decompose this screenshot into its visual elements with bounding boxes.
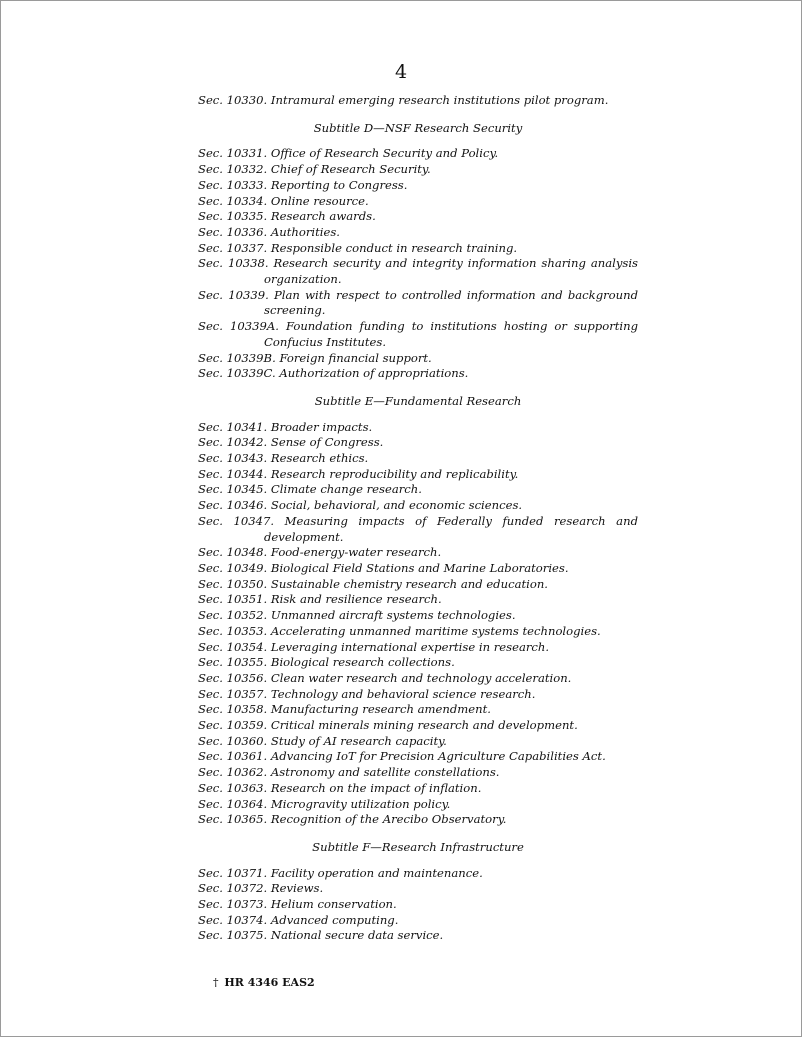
toc-entry: Sec. 10339C. Authorization of appropriations. xyxy=(198,366,469,381)
toc-entry: Sec. 10352. Unmanned aircraft systems technologies. xyxy=(198,608,516,623)
toc-entry: Sec. 10333. Reporting to Congress. xyxy=(198,177,408,192)
subtitle-heading: Subtitle D—NSF Research Security xyxy=(313,120,523,135)
toc-entry: Sec. 10373. Helium conservation. xyxy=(198,897,397,912)
toc-entry: Sec. 10356. Clean water research and technology acceleration. xyxy=(198,670,572,685)
toc-entry: Sec. 10343. Research ethics. xyxy=(198,451,369,466)
toc-entry: Sec. 10355. Biological research collections. xyxy=(198,655,455,670)
document-footer xyxy=(213,976,315,989)
toc-entry: Sec. 10344. Research reproducibility and replicability. xyxy=(198,466,519,481)
toc-entry: Sec. 10336. Authorities. xyxy=(198,224,340,239)
toc-entry: Sec. 10342. Sense of Congress. xyxy=(198,435,384,450)
toc-entry: Sec. 10335. Research awards. xyxy=(198,209,376,224)
toc-entry: Sec. 10359. Critical minerals mining research and development. xyxy=(198,718,578,733)
toc-subtitle-list xyxy=(198,121,638,944)
subtitle-heading: Subtitle E—Fundamental Research xyxy=(314,393,522,408)
table-of-contents xyxy=(198,93,638,944)
toc-entry: Sec. 10363. Research on the impact of inflation. xyxy=(198,780,482,795)
toc-section-intro xyxy=(198,93,638,109)
toc-entry: Sec. 10334. Online resource. xyxy=(198,193,369,208)
toc-entry: Sec. 10362. Astronomy and satellite constellations. xyxy=(198,765,500,780)
toc-entry: Sec. 10360. Study of AI research capacity. xyxy=(198,733,447,748)
toc-entry: Sec. 10350. Sustainable chemistry research and education. xyxy=(198,576,548,591)
toc-entry: Sec. 10339B. Foreign financial support. xyxy=(198,350,432,365)
toc-entry: Sec. 10349. Biological Field Stations and Marine Laboratories. xyxy=(198,560,569,575)
toc-entry: Sec. 10332. Chief of Research Security. xyxy=(198,162,431,177)
toc-entry: Sec. 10348. Food-energy-water research. xyxy=(198,545,442,560)
toc-entry: Sec. 10330. Intramural emerging research institutions pilot program. xyxy=(198,93,609,107)
toc-entry: Sec. 10347. Measuring impacts of Federally funded research and development. xyxy=(198,513,638,544)
page-number: 4 xyxy=(394,61,408,83)
toc-entry: Sec. 10341. Broader impacts. xyxy=(198,419,373,434)
toc-entry: Sec. 10345. Climate change research. xyxy=(198,482,422,497)
toc-entry: Sec. 10361. Advancing IoT for Precision Agriculture Capabilities Act. xyxy=(198,749,606,764)
toc-entry: Sec. 10358. Manufacturing research amendment. xyxy=(198,702,491,717)
bill-identifier: HR 4346 EAS2 xyxy=(224,976,315,989)
dagger-mark: † xyxy=(213,976,219,989)
toc-entry: Sec. 10339. Plan with respect to controlled information and background screening. xyxy=(198,287,638,318)
toc-entry: Sec. 10337. Responsible conduct in research training. xyxy=(198,240,518,255)
toc-entry: Sec. 10353. Accelerating unmanned maritime systems technologies. xyxy=(198,623,601,638)
toc-entry: Sec. 10365. Recognition of the Arecibo Observatory. xyxy=(198,812,507,827)
toc-entry: Sec. 10372. Reviews. xyxy=(198,881,324,896)
toc-entry: Sec. 10331. Office of Research Security and Policy. xyxy=(198,146,499,161)
toc-entry: Sec. 10346. Social, behavioral, and economic sciences. xyxy=(198,498,523,513)
toc-entry: Sec. 10357. Technology and behavioral science research. xyxy=(198,686,536,701)
toc-entry: Sec. 10339A. Foundation funding to institutions hosting or supporting Confucius Institutes. xyxy=(198,319,638,349)
toc-entry: Sec. 10354. Leveraging international expertise in research. xyxy=(198,639,550,654)
toc-entry: Sec. 10375. National secure data service. xyxy=(198,928,444,943)
toc-entry: Sec. 10374. Advanced computing. xyxy=(198,912,399,927)
toc-entry: Sec. 10351. Risk and resilience research. xyxy=(198,592,442,607)
toc-entry: Sec. 10371. Facility operation and maintenance. xyxy=(198,865,483,880)
toc-entry: Sec. 10338. Research security and integrity information sharing analysis organization. xyxy=(198,256,638,287)
toc-entry: Sec. 10364. Microgravity utilization policy. xyxy=(198,796,451,811)
subtitle-heading: Subtitle F—Research Infrastructure xyxy=(312,839,524,854)
